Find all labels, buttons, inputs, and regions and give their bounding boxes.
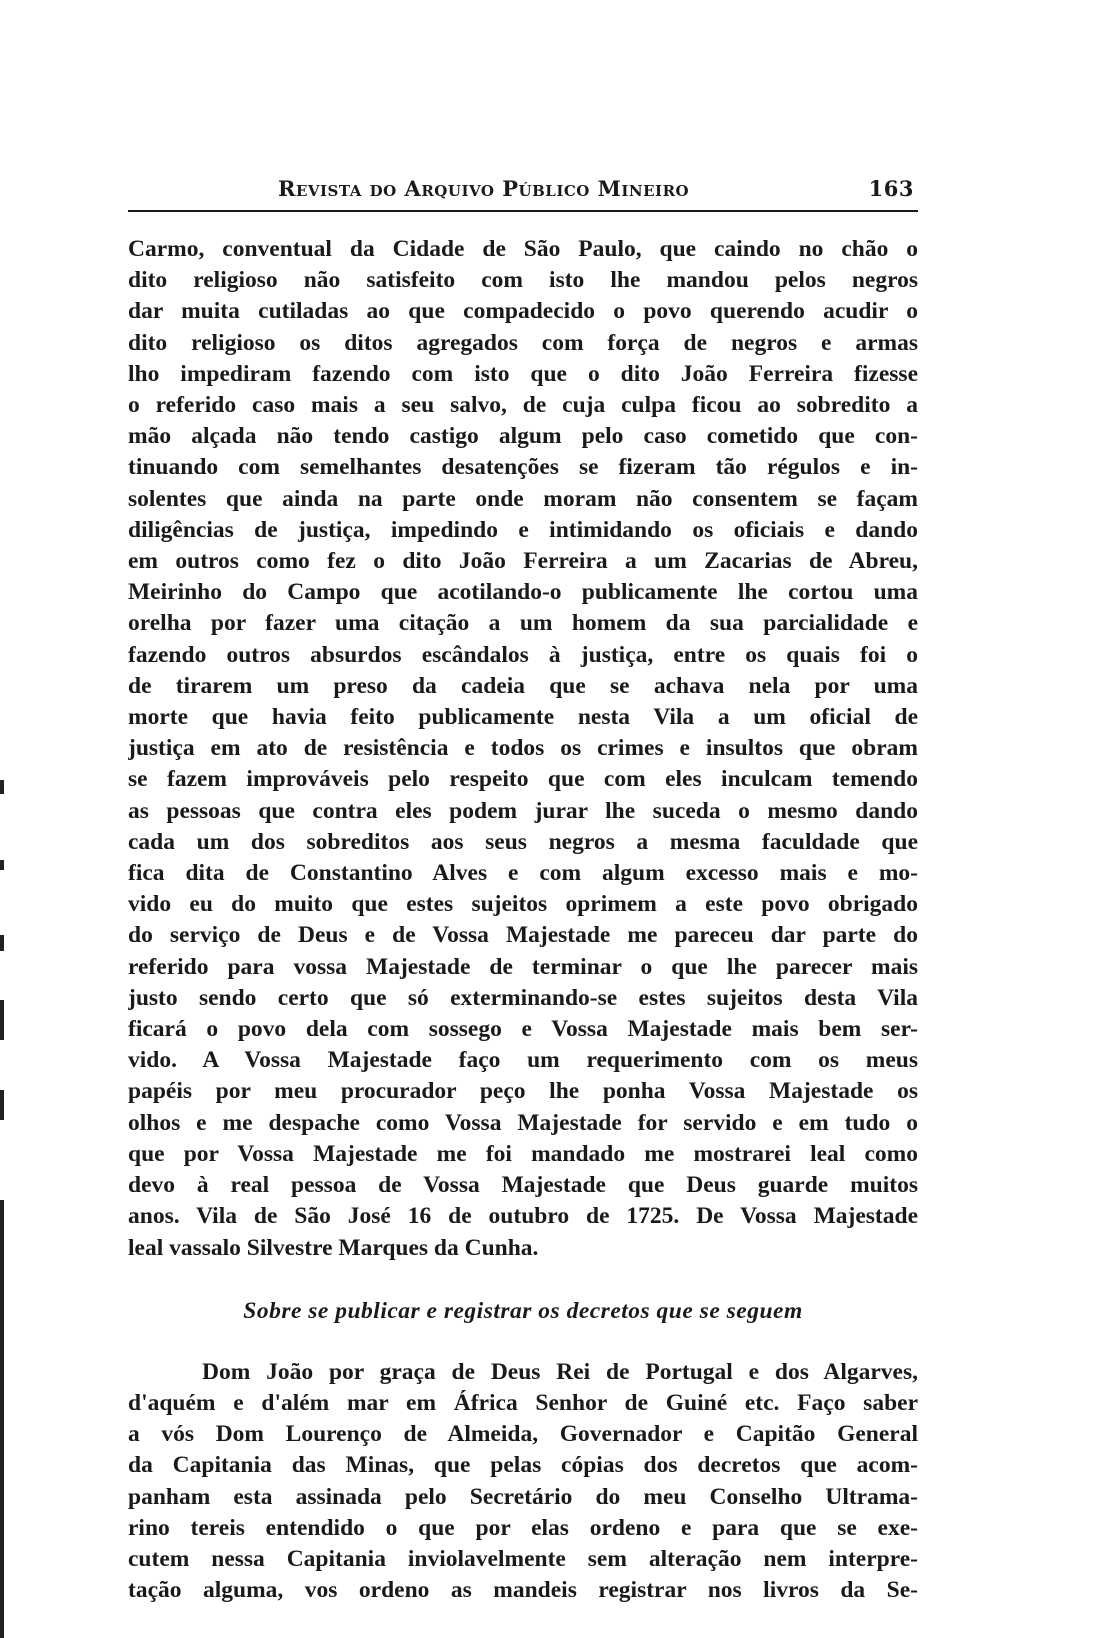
page-edge-mark — [0, 1090, 4, 1120]
text-line: mão alçada não tendo castigo algum pelo caso cometido que con- — [128, 423, 918, 450]
text-line: orelha por fazer uma citação a um homem da sua parcialidade e — [128, 610, 918, 637]
text-line: justo sendo certo que só exterminando-se estes sujeitos desta Vila — [128, 984, 918, 1011]
text-line: Dom João por graça de Deus Rei de Portugal e dos Algarves, — [202, 1358, 918, 1385]
body-paragraph-2 — [128, 1357, 918, 1607]
text-line: tinuando com semelhantes desatenções se fizeram tão régulos e in- — [128, 454, 918, 481]
text-line: tação alguma, vos ordeno as mandeis registrar nos livros da Se- — [128, 1577, 918, 1604]
text-line: morte que havia feito publicamente nesta Vila a um oficial de — [128, 704, 918, 731]
header-rule — [128, 210, 918, 212]
running-header — [128, 176, 918, 206]
text-line: Carmo, conventual da Cidade de São Paulo, que caindo no chão o — [128, 236, 918, 262]
text-line: solentes que ainda na parte onde moram não consentem se façam — [128, 485, 918, 512]
document-page — [128, 176, 918, 1638]
running-title: Revista do Arquivo Público Mineiro — [278, 176, 690, 201]
text-line: justiça em ato de resistência e todos os crimes e insultos que obram — [128, 735, 918, 762]
page-edge-mark — [0, 1000, 4, 1040]
text-line: fazendo outros absurdos escândalos à justiça, entre os quais foi o — [128, 641, 918, 668]
text-line: panham esta assinada pelo Secretário do meu Conselho Ultrama- — [128, 1483, 918, 1510]
text-line: Meirinho do Campo que acotilando-o publicamente lhe cortou uma — [128, 579, 918, 606]
text-line: d'aquém e d'além mar em África Senhor de Guiné etc. Faço saber — [128, 1389, 918, 1416]
body-paragraph-1 — [128, 234, 918, 1264]
text-line: da Capitania das Minas, que pelas cópias dos decretos que acom- — [128, 1452, 918, 1479]
text-line: rino tereis entendido o que por elas ordeno e para que se exe- — [128, 1514, 918, 1541]
text-line: olhos e me despache como Vossa Majestade for servido e em tudo o — [128, 1109, 918, 1136]
page-number: 163 — [868, 176, 914, 201]
text-line: devo à real pessoa de Vossa Majestade que Deus guarde muitos — [128, 1172, 918, 1199]
text-line: dito religioso não satisfeito com isto lhe mandou pelos negros — [128, 267, 918, 294]
text-line: vido eu do muito que estes sujeitos oprimem a este povo obrigado — [128, 891, 918, 918]
page-edge-mark — [0, 935, 4, 951]
text-line: o referido caso mais a seu salvo, de cuja culpa ficou ao sobredito a — [128, 392, 918, 419]
text-line: leal vassalo Silvestre Marques da Cunha. — [128, 1234, 539, 1261]
text-line: anos. Vila de São José 16 de outubro de 1725. De Vossa Majestade — [128, 1203, 918, 1230]
text-line: em outros como fez o dito João Ferreira a um Zacarias de Abreu, — [128, 548, 918, 575]
text-line: cutem nessa Capitania inviolavelmente sem alteração nem interpre- — [128, 1545, 918, 1572]
text-line: fica dita de Constantino Alves e com algum excesso mais e mo- — [128, 860, 918, 887]
text-line: de tirarem um preso da cadeia que se achava nela por uma — [128, 672, 918, 699]
text-line: ficará o povo dela com sossego e Vossa Majestade mais bem ser- — [128, 1016, 918, 1043]
text-line: papéis por meu procurador peço lhe ponha Vossa Majestade os — [128, 1078, 918, 1105]
page-edge-mark — [0, 860, 4, 870]
text-line: se fazem improváveis pelo respeito que com eles inculcam temendo — [128, 766, 918, 793]
page-edge-mark — [0, 1200, 4, 1638]
text-line: diligências de justiça, impedindo e intimidando os oficiais e dando — [128, 516, 918, 543]
text-line: referido para vossa Majestade de terminar o que lhe parecer mais — [128, 953, 918, 980]
text-line: a vós Dom Lourenço de Almeida, Governador e Capitão General — [128, 1421, 918, 1448]
text-line: vido. A Vossa Majestade faço um requerimento com os meus — [128, 1047, 918, 1074]
text-line: que por Vossa Majestade me foi mandado me mostrarei leal como — [128, 1140, 918, 1167]
text-line: dar muita cutiladas ao que compadecido o povo querendo acudir o — [128, 298, 918, 325]
text-line: do serviço de Deus e de Vossa Majestade me pareceu dar parte do — [128, 922, 918, 949]
text-line: dito religioso os ditos agregados com força de negros e armas — [128, 329, 918, 356]
section-heading: Sobre se publicar e registrar os decretos que se seguem — [243, 1297, 803, 1324]
text-line: lho impediram fazendo com isto que o dito João Ferreira fizesse — [128, 360, 918, 387]
page-edge-mark — [0, 780, 4, 794]
text-line: as pessoas que contra eles podem jurar lhe suceda o mesmo dando — [128, 797, 918, 824]
text-line: cada um dos sobreditos aos seus negros a mesma faculdade que — [128, 828, 918, 855]
